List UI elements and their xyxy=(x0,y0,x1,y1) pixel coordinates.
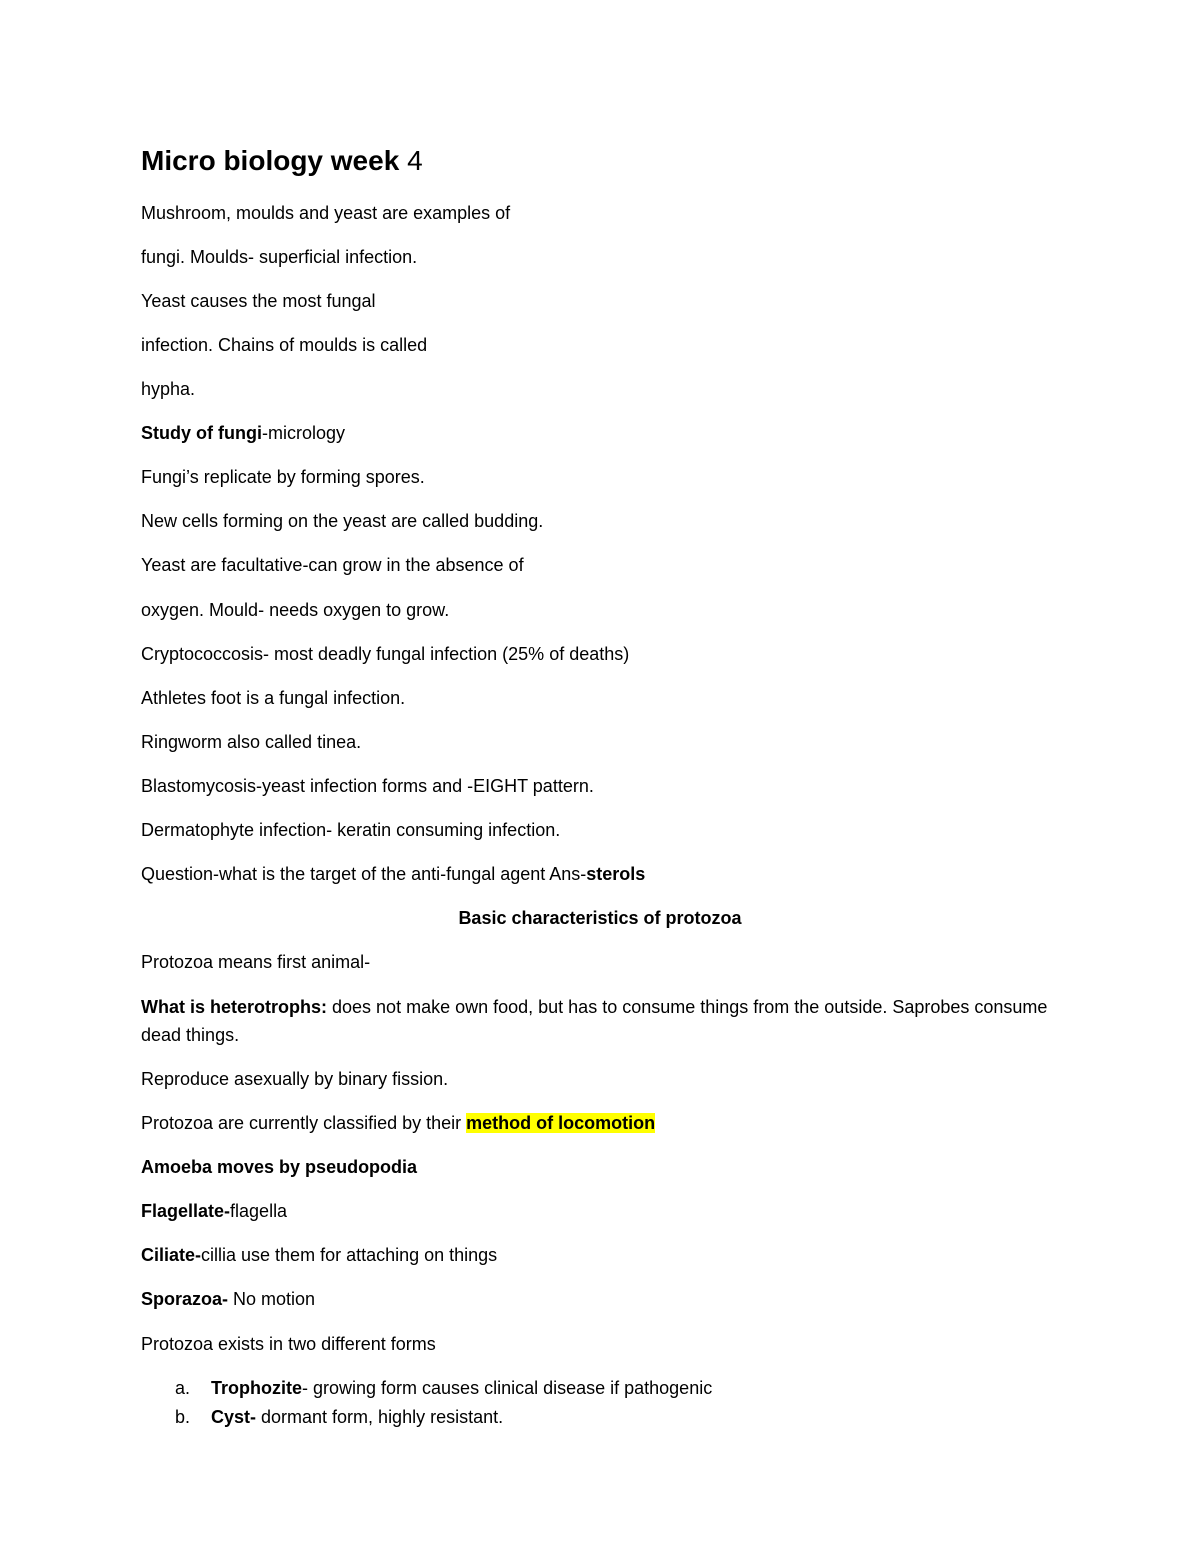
term-definition: flagella xyxy=(230,1201,288,1221)
term-definition: does not make own food, but has to consume things from the outside. Saprobes consume dead things. xyxy=(141,997,1048,1045)
list-item xyxy=(141,1406,503,1428)
paragraph-line: Fungi’s replicate by forming spores. xyxy=(141,467,425,487)
bold-term: Study of fungi xyxy=(141,423,262,443)
term-definition: dormant form, highly resistant. xyxy=(256,1407,504,1427)
paragraph-line: Protozoa means first animal- xyxy=(141,952,371,972)
page-title xyxy=(141,144,423,178)
paragraph-line: Mushroom, moulds and yeast are examples of xyxy=(141,203,511,223)
question-text: Question-what is the target of the anti-fungal agent Ans- xyxy=(141,864,587,884)
list-marker: b. xyxy=(175,1407,191,1427)
bold-term: Trophozite xyxy=(211,1378,302,1398)
bold-term: Cyst- xyxy=(211,1407,257,1427)
paragraph-line: infection. Chains of moulds is called xyxy=(141,335,428,355)
term-definition: -micrology xyxy=(261,423,345,443)
paragraph-line: hypha. xyxy=(141,379,196,399)
paragraph-line: oxygen. Mould- needs oxygen to grow. xyxy=(141,600,450,620)
paragraph-line: Yeast are facultative-can grow in the absence of xyxy=(141,555,524,575)
paragraph-line: Reproduce asexually by binary fission. xyxy=(141,1069,449,1089)
page-title-bold: Micro biology week xyxy=(141,145,400,176)
list-item xyxy=(141,1377,712,1399)
paragraph-wrapped xyxy=(141,993,1061,1049)
paragraph-line xyxy=(141,1244,497,1266)
paragraph-line: Yeast causes the most fungal xyxy=(141,291,376,311)
term-definition: cillia use them for attaching on things xyxy=(201,1245,498,1265)
list-marker: a. xyxy=(175,1378,191,1398)
highlighted-text: method of locomotion xyxy=(466,1113,656,1133)
term-definition: - growing form causes clinical disease if pathogenic xyxy=(302,1378,713,1398)
paragraph-line: New cells forming on the yeast are called budding. xyxy=(141,511,544,531)
paragraph-line xyxy=(141,1200,287,1222)
bold-term: Amoeba moves by pseudopodia xyxy=(141,1157,418,1177)
paragraph-line: Blastomycosis-yeast infection forms and -EIGHT pattern. xyxy=(141,776,594,796)
term-definition: No motion xyxy=(228,1289,316,1309)
paragraph-text: Protozoa are currently classified by their xyxy=(141,1113,467,1133)
bold-term: Sporazoa- xyxy=(141,1289,229,1309)
paragraph-line xyxy=(141,1112,655,1134)
paragraph-line: Ringworm also called tinea. xyxy=(141,732,362,752)
section-heading: Basic characteristics of protozoa xyxy=(458,908,742,928)
paragraph-line: Cryptococcosis- most deadly fungal infection (25% of deaths) xyxy=(141,644,630,664)
paragraph-line xyxy=(141,1288,315,1310)
paragraph-line: Protozoa exists in two different forms xyxy=(141,1334,436,1354)
page-title-number: 4 xyxy=(407,145,423,176)
bold-term: What is heterotrophs: xyxy=(141,997,328,1017)
paragraph-line: fungi. Moulds- superficial infection. xyxy=(141,247,418,267)
paragraph-line xyxy=(141,422,345,444)
paragraph-line xyxy=(141,863,645,885)
paragraph-line xyxy=(141,1156,417,1178)
bold-term: Ciliate- xyxy=(141,1245,202,1265)
paragraph-line: Dermatophyte infection- keratin consuming infection. xyxy=(141,820,561,840)
answer-bold: sterols xyxy=(586,864,646,884)
paragraph-line: Athletes foot is a fungal infection. xyxy=(141,688,406,708)
bold-term: Flagellate- xyxy=(141,1201,231,1221)
